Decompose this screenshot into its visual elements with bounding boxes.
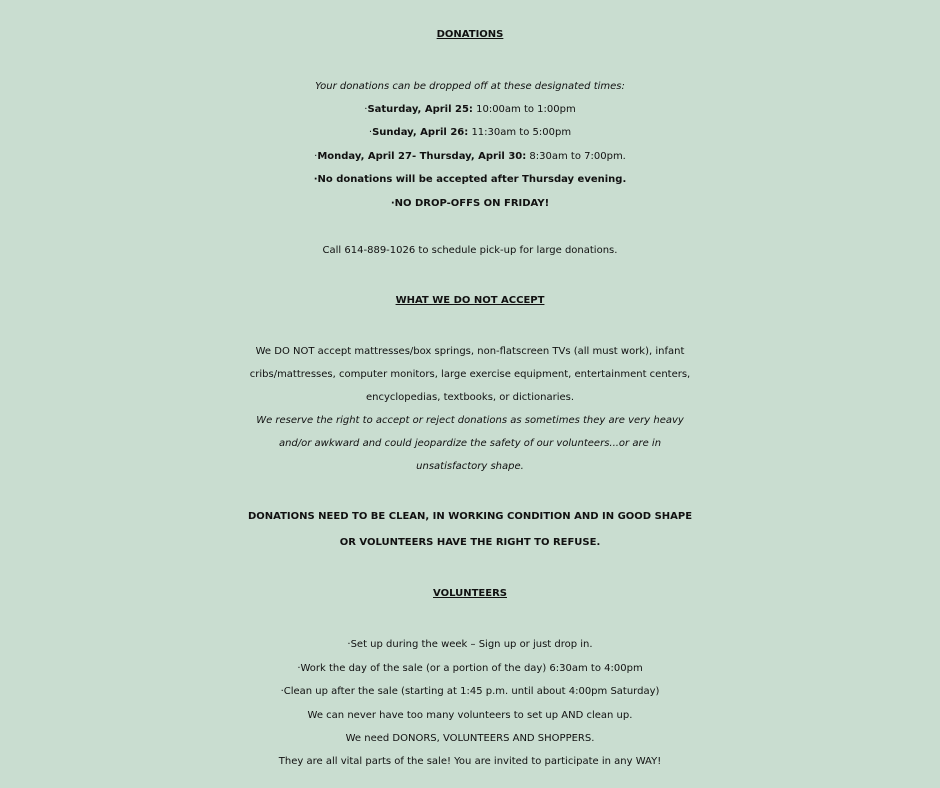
schedule-saturday	[0, 98, 940, 122]
schedule-day: Sunday, April 26:	[372, 127, 469, 138]
bullet: ·	[314, 151, 318, 162]
schedule-day: Saturday, April 25:	[367, 104, 473, 115]
schedule-day: Monday, April 27- Thursday, April 30:	[317, 151, 527, 162]
notice-thursday: ·No donations will be accepted after Thursday evening.	[313, 174, 627, 185]
reserve-line: and/or awkward and could jeopardize the safety of our volunteers...or are in	[278, 438, 662, 449]
schedule-weekdays	[0, 145, 940, 169]
condition-line: OR VOLUNTEERS HAVE THE RIGHT TO REFUSE.	[339, 537, 601, 548]
schedule-sunday	[0, 121, 940, 145]
not-accept-heading: WHAT WE DO NOT ACCEPT	[395, 295, 545, 306]
schedule-time: 8:30am to 7:00pm.	[526, 151, 626, 162]
donations-intro: Your donations can be dropped off at these designated times:	[315, 81, 625, 92]
volunteer-line: ·Clean up after the sale (starting at 1:45 p.m. until about 4:00pm Saturday)	[280, 686, 660, 697]
not-accept-line: encyclopedias, textbooks, or dictionaries.	[365, 392, 575, 403]
volunteer-line: ·Work the day of the sale (or a portion of the day) 6:30am to 4:00pm	[297, 663, 643, 674]
volunteers-heading: VOLUNTEERS	[433, 588, 507, 599]
volunteer-line: They are all vital parts of the sale! You are invited to participate in any WAY!	[278, 756, 662, 767]
volunteer-line: We need DONORS, VOLUNTEERS AND SHOPPERS.	[345, 733, 595, 744]
volunteer-line: ·Set up during the week – Sign up or just drop in.	[347, 639, 593, 650]
notice-friday: ·NO DROP-OFFS ON FRIDAY!	[390, 198, 550, 209]
bullet: ·	[368, 127, 373, 138]
volunteer-line: We can never have too many volunteers to set up AND clean up.	[307, 710, 633, 721]
reserve-line: unsatisfactory shape.	[416, 461, 524, 472]
pickup-info: Call 614-889-1026 to schedule pick-up for large donations.	[322, 245, 618, 256]
condition-line: DONATIONS NEED TO BE CLEAN, IN WORKING CONDITION AND IN GOOD SHAPE	[247, 511, 693, 522]
not-accept-line: We DO NOT accept mattresses/box springs, non-flatscreen TVs (all must work), infant	[255, 346, 685, 357]
schedule-time: 11:30am to 5:00pm	[468, 127, 572, 138]
donations-heading: DONATIONS	[436, 29, 504, 40]
bullet: ·	[364, 104, 368, 115]
not-accept-line: cribs/mattresses, computer monitors, large exercise equipment, entertainment centers,	[249, 369, 691, 380]
schedule-time: 10:00am to 1:00pm	[472, 104, 576, 115]
reserve-line: We reserve the right to accept or reject donations as sometimes they are very heavy	[256, 415, 684, 426]
